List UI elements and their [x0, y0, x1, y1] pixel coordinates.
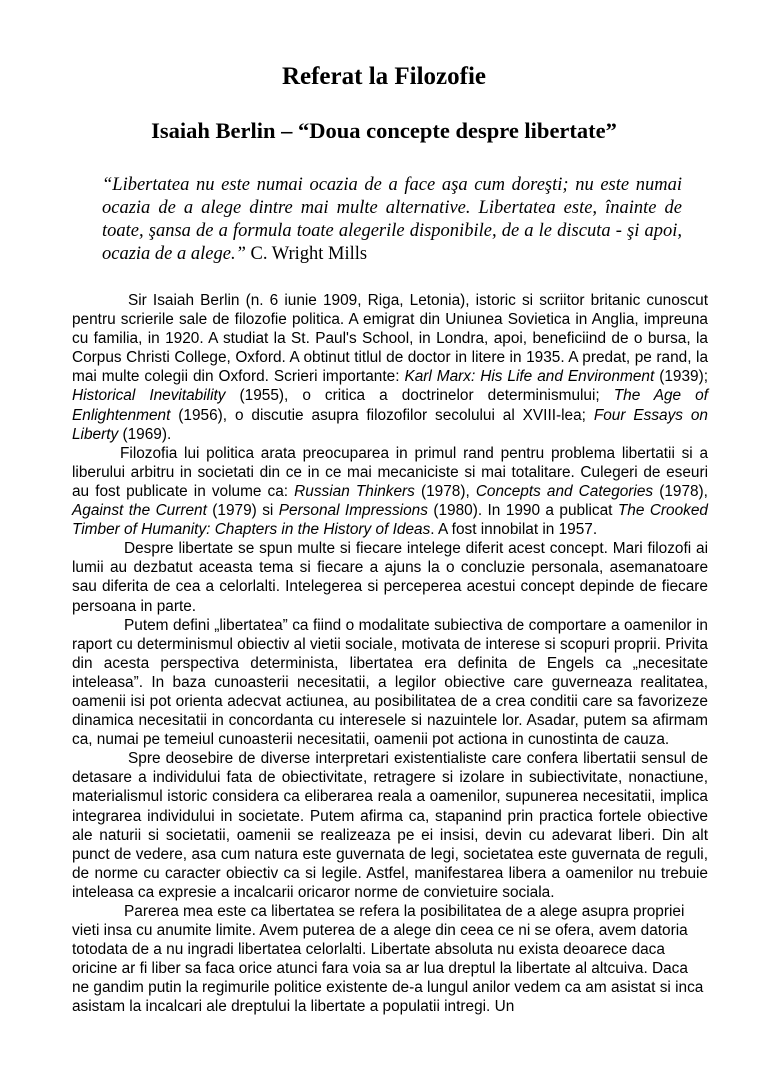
work-title: Karl Marx: His Life and Environment	[404, 368, 655, 386]
page-subtitle: Isaiah Berlin – “Doua concepte despre libertate”	[151, 118, 617, 143]
work-title: Concepts and Categories	[475, 482, 654, 500]
paragraph-text: (1980). In 1990 a publicat	[427, 502, 618, 520]
paragraph-text: (1969).	[118, 425, 172, 443]
work-title: Four Essays on Liberty	[72, 406, 708, 443]
work-title: Historical Inevitability	[72, 387, 226, 405]
quote-author: C. Wright Mills	[250, 244, 368, 264]
paragraph-text: (1979) si	[206, 502, 279, 520]
paragraph-text: Sir Isaiah Berlin (n. 6 iunie 1909, Riga, Letonia), istoric si scriitor britanic cunoscut pentru scrierile sale de filozofie politica. A emigrat din Uniunea Sovietica in Anglia, impreuna cu familia, in 1920. A studiat la St. Paul's School, in Londra, apoi, beneficiind de o bursa, la Corpus Christi College, Oxford. A obtinut titlul de doctor in litere in 1935. A predat, pe rand, la mai multe colegii din Oxford. Scrieri importante:	[72, 292, 708, 386]
work-title: Personal Impressions	[278, 502, 428, 520]
work-title: The Age of Enlightenment	[72, 387, 708, 424]
paragraph-philosophy	[72, 444, 708, 539]
quote-text: “Libertatea nu este numai ocazia de a face aşa cum doreşti; nu este numai ocazia de a alege dintre mai multe alternative. Libertatea este, înainte de toate, şansa de a formula toate alegerile disponibile, de a le discuta - şi apoi, ocazia de a alege.”	[102, 175, 682, 264]
epigraph-quote	[102, 174, 682, 266]
document-body	[72, 291, 708, 1017]
paragraph-definition: Putem defini „libertatea” ca fiind o modalitate subiectiva de comportare a oamenilor in raport cu determinismul obiectiv al vietii sociale, motivata de interese si scopuri proprii. Privita din acesta perspectiva determinista, libertatea era definita de Engels ca „necesitate inteleasa”. In baza cunoasterii necesitatii, a legilor obiective care guverneaza realitatea, oamenii isi pot orienta adecvat actiunea, au posibilitatea de a crea conditii care sa favorizeze dinamica necesitatii in concordanta cu interesele si nazuintele lor. Asadar, putem sa afirmam ca, numai pe temeiul cunoasterii necesitatii, oamenii pot actiona in cunostinta de cauza.	[72, 616, 708, 749]
work-title: Against the Current	[72, 502, 207, 520]
work-title: The Crooked Timber of Humanity: Chapters in the History of Ideas	[72, 502, 708, 539]
page-title: Referat la Filozofie	[281, 63, 487, 90]
paragraph-existentialism: Spre deosebire de diverse interpretari existentialiste care confera libertatii sensul de detasare a individului fata de obiectivitate, retragere si izolare in subiectivitate, nonactiune, materialismul istoric considera ca eliberarea reala a oamenilor, supunerea necesitatii, implica integrarea individului in societate. Putem afirma ca, stapanind prin practica fortele obiective ale naturii si societatii, oamenii se realizeaza pe ei insisi, devin cu adevarat liberi. Din alt punct de vedere, asa cum natura este guvernata de legi, societatea este guvernata de reguli, de norme cu caracter obiectiv ca si legile. Astfel, manifestarea libera a oamenilor nu trebuie inteleasa ca expresie a incalcarii oricaror norme de convietuire sociala.	[72, 750, 708, 901]
work-title: Russian Thinkers	[294, 482, 415, 500]
paragraph-text: (1978),	[653, 482, 708, 500]
paragraph-text: . A fost innobilat in 1957.	[430, 521, 598, 539]
paragraph-text: (1978),	[414, 482, 476, 500]
paragraph-text: Filozofia lui politica arata preocuparea in primul rand pentru problema libertatii si a liberului arbitru in societati din ce in ce mai mecaniciste si mai totalitare. Culegeri de eseuri au fost publicate in volume ca:	[72, 444, 708, 500]
paragraph-text: (1939);	[654, 368, 708, 386]
paragraph-about-freedom: Despre libertate se spun multe si fiecare intelege diferit acest concept. Mari filozofi ai lumii au dezbatut aceasta tema si fiecare a ajuns la o concluzie personala, asemanatoare sau diferita de cea a celorlalti. Intelegerea si perceperea acestui concept depinde de fiecare persoana in parte.	[72, 540, 708, 615]
paragraph-biography	[72, 291, 708, 444]
paragraph-text: (1955), o critica a doctrinelor determinismului;	[225, 387, 614, 405]
paragraph-opinion: Parerea mea este ca libertatea se refera la posibilitatea de a alege asupra propriei vieti insa cu anumite limite. Avem puterea de a alege din ceea ce ni se ofera, avem datoria totodata de a nu ingradi libertatea celorlalti. Libertate absoluta nu exista deoarece daca oricine ar fi liber sa faca orice atunci fara voia sa ar lua dreptul la libertate al altcuiva. Daca ne gandim putin la regimurile politice existente de-a lungul anilor vedem ca am asistat si inca asistam la incalcari ale dreptului la libertate a populatii intregi. Un	[72, 903, 704, 1016]
paragraph-text: (1956), o discutie asupra filozofilor secolului al XVIII-lea;	[170, 406, 594, 424]
